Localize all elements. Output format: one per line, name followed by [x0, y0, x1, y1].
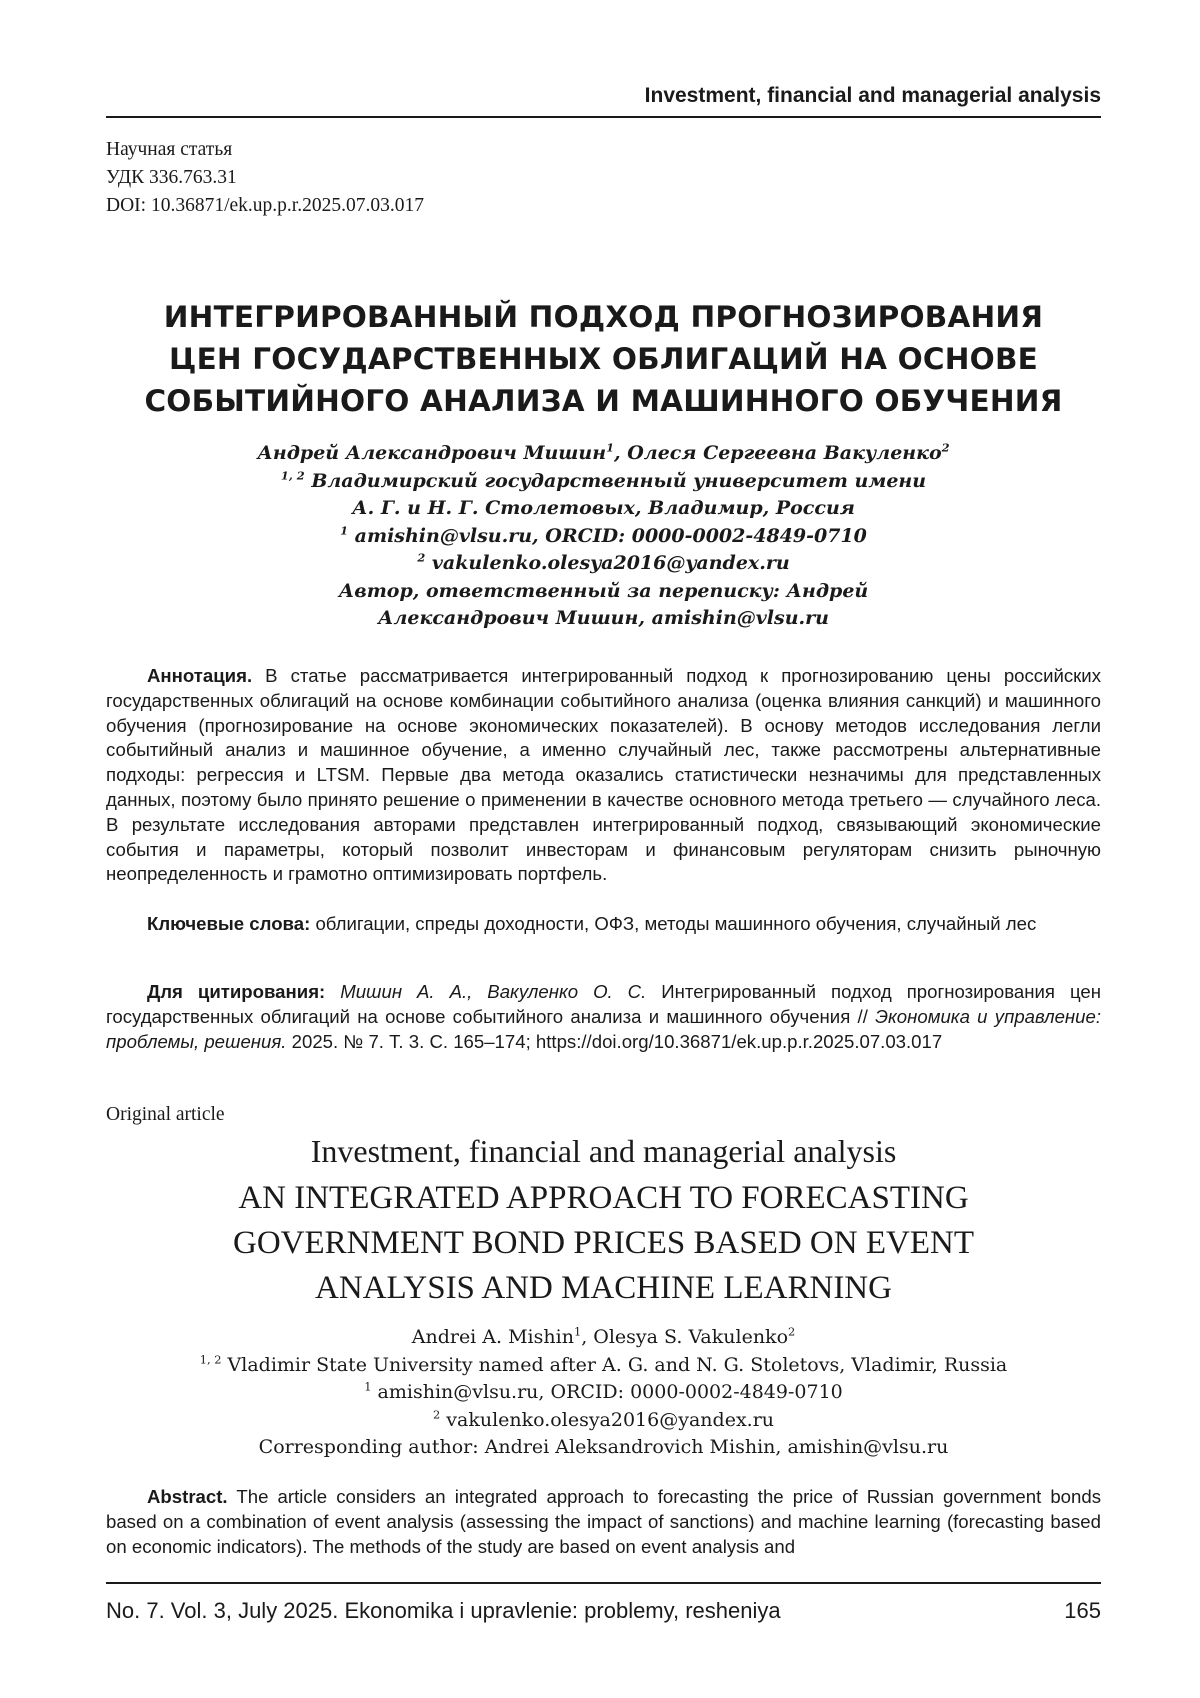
ru-title-line: ЦЕН ГОСУДАРСТВЕННЫХ ОБЛИГАЦИЙ НА ОСНОВЕ [169, 342, 1038, 376]
ru-abstract-label: Аннотация. [147, 665, 253, 686]
ru-author-1: Андрей Александрович Мишин [257, 442, 607, 464]
en-title-line: ANALYSIS AND MACHINE LEARNING [315, 1270, 892, 1306]
ru-citation-title: Интегрированный подход прогнозирования цен государственных облигаций на основе событийного анализа и машинного обучения // [106, 981, 1102, 1027]
ru-keywords [106, 912, 1101, 937]
en-title-line: AN INTEGRATED APPROACH TO FORECASTING [238, 1180, 969, 1216]
ru-citation-tail: 2025. № 7. Т. 3. С. 165–174; https://doi.org/10.36871/ek.up.p.r.2025.07.03.017 [291, 1030, 943, 1052]
doi: DOI: 10.36871/ek.up.p.r.2025.07.03.017 [106, 195, 424, 216]
en-title-line: GOVERNMENT BOND PRICES BASED ON EVENT [232, 1225, 974, 1261]
ru-authors-block [106, 440, 1101, 633]
en-article-type: Original article [106, 1104, 225, 1125]
ru-contact-1: $^1$ amishin@vlsu.ru, ORCID: 0000-0002-4849-0710 [340, 523, 867, 547]
en-title [106, 1176, 1101, 1311]
ru-authors-line: Андрей Александрович Мишин$^1$, Олеся Сергеевна Вакуленко$^2$ [257, 440, 950, 464]
en-authors-line: Andrei A. Mishin$^1$, Olesya S. Vakulenko$^2$ [411, 1324, 796, 1348]
article-type: Научная статья [106, 139, 233, 160]
en-contact-2: $^2$ vakulenko.olesya2016@yandex.ru [432, 1407, 775, 1431]
ru-abstract [106, 664, 1101, 887]
page-footer [106, 1582, 1101, 1624]
ru-contact-2: $^2$ vakulenko.olesya2016@yandex.ru [417, 550, 790, 574]
en-abstract-text: The article considers an integrated approach to forecasting the price of Russian government bonds based on a combination of event analysis (assessing the impact of sanctions) and machine learning (forecasting based on economic indicators). The methods of the study are based on event analysis and [106, 1486, 1101, 1557]
ru-corresponding-1: Автор, ответственный за переписку: Андрей [338, 579, 869, 602]
en-author-1: Andrei A. Mishin [411, 1326, 574, 1348]
ru-abstract-text: В статье рассматривается интегрированный подход к прогнозированию цены российских государственных облигаций на основе комбинации событийного анализа (оценка влияния санкций) и машинного обучения (прогнозирование на основе экономических показателей). В основу методов исследования легли событийный анализ и машинное обучение, а именно случайный лес, также рассмотрены альтернативные подходы: регрессия и LTSM. Первые два метода оказались статистически незначимы для представленных данных, поэтому было принято решение о применении в качестве основного метода третьего — случайного леса. В результате исследования авторами представлен интегрированный подход, связывающий экономические события и параметры, который позволит инвесторам и финансовым регуляторам снизить рыночную неопределенность и грамотно оптимизировать портфель. [106, 665, 1101, 885]
ru-keywords-label: Ключевые слова: [147, 913, 311, 934]
ru-corresponding-2: Александрович Мишин, amishin@vlsu.ru [378, 607, 829, 629]
ru-title-line: ИНТЕГРИРОВАННЫЙ ПОДХОД ПРОГНОЗИРОВАНИЯ [163, 300, 1044, 334]
ru-author-2: Олеся Сергеевна Вакуленко [627, 442, 942, 464]
ru-citation-label: Для цитирования: [147, 981, 326, 1002]
ru-keywords-text: облигации, спреды доходности, ОФЗ, методы машинного обучения, случайный лес [315, 913, 1037, 934]
ru-title-line: СОБЫТИЙНОГО АНАЛИЗА И МАШИННОГО ОБУЧЕНИЯ [144, 384, 1063, 418]
ru-title [106, 296, 1101, 422]
running-head: Investment, financial and managerial analysis [106, 84, 1101, 118]
ru-citation-journal: Экономика и управление: проблемы, решения. [106, 1005, 1101, 1052]
en-contact-1: $^1$ amishin@vlsu.ru, ORCID: 0000-0002-4849-0710 [364, 1379, 843, 1404]
article-meta [106, 136, 424, 220]
en-abstract-label: Abstract. [147, 1486, 228, 1507]
ru-citation [106, 980, 1101, 1054]
en-abstract [106, 1485, 1101, 1559]
udc: УДК 336.763.31 [106, 167, 237, 188]
en-author-2: Olesya S. Vakulenko [593, 1326, 789, 1348]
en-corresponding: Corresponding author: Andrei Aleksandrovich Mishin, amishin@vlsu.ru [258, 1436, 949, 1459]
footer-journal: No. 7. Vol. 3, July 2025. Ekonomika i upravlenie: problemy, resheniya [106, 1598, 781, 1623]
en-section-title: Investment, financial and managerial analysis [310, 1133, 897, 1169]
page-number: 165 [1064, 1598, 1101, 1623]
ru-affiliation-line: $^{1, 2}$ Владимирский государственный университет имени [280, 468, 927, 492]
ru-affiliation-city: А. Г. и Н. Г. Столетовых, Владимир, Россия [352, 497, 855, 519]
en-authors-block [106, 1324, 1101, 1462]
en-affiliation: $^{1, 2}$ Vladimir State University named after A. G. and N. G. Stoletovs, Vladimir, Russia [199, 1352, 1008, 1376]
ru-citation-authors: Мишин А. А., Вакуленко О. С. [340, 981, 647, 1002]
